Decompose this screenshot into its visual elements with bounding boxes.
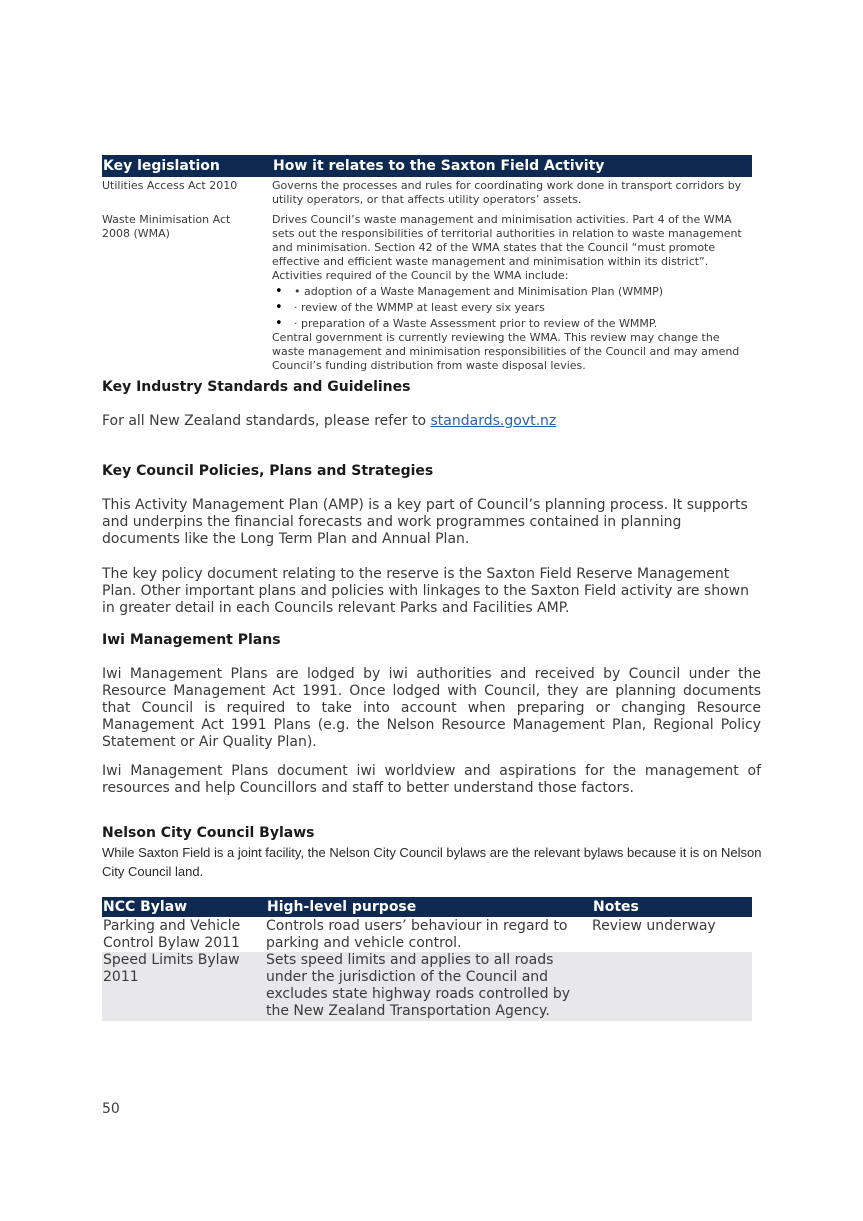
standards-link[interactable]: standards.govt.nz xyxy=(430,413,557,429)
standards-heading: Key Industry Standards and Guidelines xyxy=(102,379,411,395)
header-notes: Notes xyxy=(593,899,639,915)
policies-paragraph-2: The key policy document relating to the reserve is the Saxton Field Reserve Management Plan. Other important plans and policies with linkages to the Saxton Field activity are shown in greater detail in each Councils relevant Parks and Facilities AMP. xyxy=(102,566,749,616)
legislation-note: Central government is currently reviewing the WMA. This review may change the waste management and minimisation responsibilities of the Council and may amend Council’s funding distribution from waste disposal levies. xyxy=(272,331,740,372)
table-row xyxy=(102,917,752,952)
table-row xyxy=(102,952,752,1021)
standards-text xyxy=(102,413,556,430)
bylaw-purpose: Controls road users’ behaviour in regard to parking and vehicle control. xyxy=(266,918,568,951)
table-row xyxy=(102,179,752,207)
standards-text-label: For all New Zealand standards, please refer to xyxy=(102,413,431,429)
iwi-heading: Iwi Management Plans xyxy=(102,632,281,648)
bylaw-name: Parking and Vehicle Control Bylaw 2011 xyxy=(103,918,241,951)
bylaw-table xyxy=(102,897,752,1021)
bylaws-heading: Nelson City Council Bylaws xyxy=(102,825,315,841)
legislation-description: Governs the processes and rules for coordinating work done in transport corridors by utility operators, or that affects utility operators’ assets. xyxy=(272,179,742,206)
bylaw-notes xyxy=(592,952,752,1020)
wma-activities-list xyxy=(272,285,752,331)
bylaw-notes: Review underway xyxy=(592,918,716,934)
bylaw-name: Speed Limits Bylaw 2011 xyxy=(103,952,240,985)
legislation-table xyxy=(102,155,752,373)
header-high-level-purpose: High-level purpose xyxy=(267,899,417,915)
iwi-paragraph-1: Iwi Management Plans are lodged by iwi authorities and received by Council under the Resource Management Act 1991. Once lodged with Council, they are planning documents that Council is required to take into account when preparing or changing Resource Management Act 1991 Plans (e.g. the Nelson Resource Management Plan, Regional Policy Statement or Air Quality Plan). xyxy=(102,666,761,750)
policies-paragraph-1: This Activity Management Plan (AMP) is a key part of Council’s planning process. It supports and underpins the financial forecasts and work programmes contained in planning documents like the Long Term Plan and Annual Plan. xyxy=(102,497,748,547)
page-number: 50 xyxy=(102,1101,120,1117)
header-ncc-bylaw: NCC Bylaw xyxy=(103,899,188,915)
header-how-it-relates: How it relates to the Saxton Field Activity xyxy=(273,158,605,174)
header-key-legislation: Key legislation xyxy=(103,158,220,174)
legislation-name: Waste Minimisation Act 2008 (WMA) xyxy=(102,213,231,240)
iwi-paragraph-2: Iwi Management Plans document iwi worldview and aspirations for the management of resources and help Councillors and staff to better understand those factors. xyxy=(102,763,761,796)
list-item: • • adoption of a Waste Management and Minimisation Plan (WMMP) xyxy=(272,285,752,299)
list-item: • · preparation of a Waste Assessment prior to review of the WMMP. xyxy=(272,317,752,331)
bylaw-purpose: Sets speed limits and applies to all roads under the jurisdiction of the Council and excludes state highway roads controlled by the New Zealand Transportation Agency. xyxy=(266,952,571,1019)
bylaw-table-header xyxy=(102,897,752,917)
list-item: • · review of the WMMP at least every six years xyxy=(272,301,752,315)
legislation-name: Utilities Access Act 2010 xyxy=(102,179,238,192)
legislation-description: Drives Council’s waste management and minimisation activities. Part 4 of the WMA sets out the responsibilities of territorial authorities in relation to waste management and minimisation. Section 42 of the WMA states that the Council “must promote effective and efficient waste management and minimisation within its district”. Activities required of the Council by the WMA include: xyxy=(272,213,742,282)
table-row xyxy=(102,213,752,373)
legislation-table-header xyxy=(102,155,752,177)
policies-heading: Key Council Policies, Plans and Strategies xyxy=(102,463,434,479)
legislation-description-cell xyxy=(272,213,752,373)
bylaws-intro: While Saxton Field is a joint facility, the Nelson City Council bylaws are the relevant bylaws because it is on Nelson City Council land. xyxy=(102,845,762,879)
